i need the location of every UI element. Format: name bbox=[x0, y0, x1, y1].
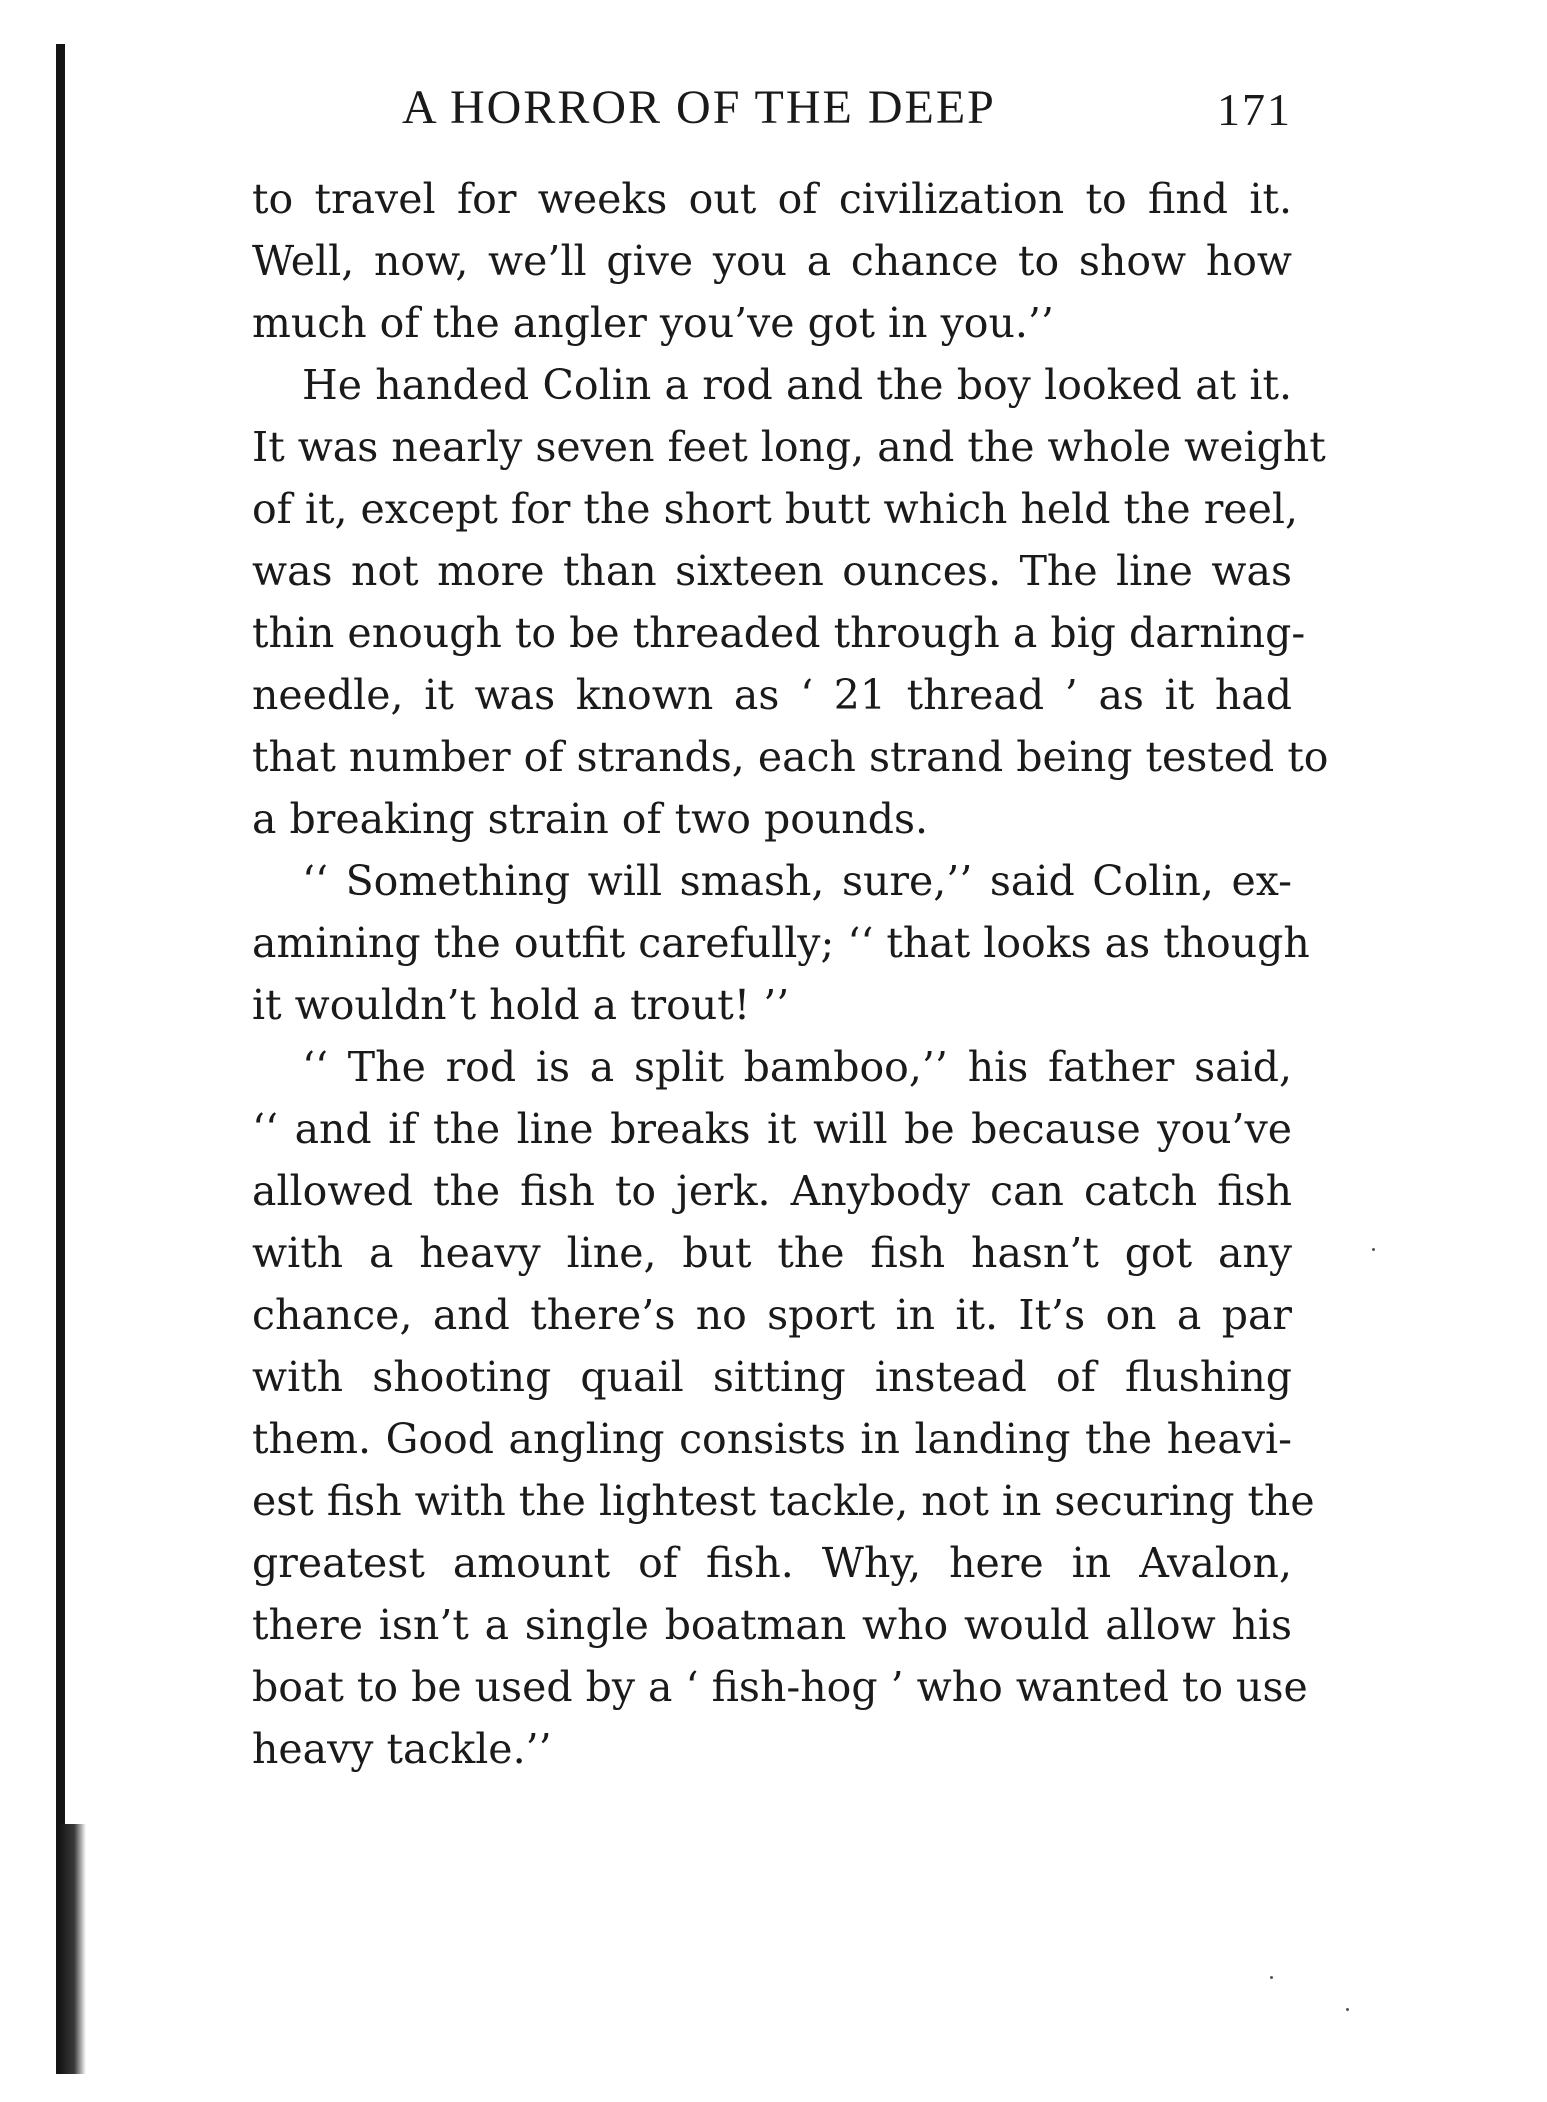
text-line: with a heavy line, but the fish hasn’t got any bbox=[252, 1229, 1292, 1277]
text-line: He handed Colin a rod and the boy looked at it. bbox=[302, 361, 1292, 409]
paragraph bbox=[252, 850, 1310, 1036]
text-line: greatest amount of fish. Why, here in Avalon, bbox=[252, 1539, 1292, 1587]
page-binding-edge bbox=[56, 44, 65, 2074]
text-line: to travel for weeks out of civilization to find it. bbox=[252, 175, 1292, 223]
text-line: Well, now, we’ll give you a chance to show how bbox=[252, 237, 1292, 285]
text-line: ‘‘ and if the line breaks it will be because you’ve bbox=[252, 1105, 1292, 1153]
body-text bbox=[252, 168, 1329, 1780]
scan-speck bbox=[1346, 2008, 1349, 2011]
text-line: est fish with the lightest tackle, not in securing the bbox=[252, 1477, 1315, 1525]
text-line: allowed the fish to jerk. Anybody can catch fish bbox=[252, 1167, 1292, 1215]
text-line: that number of strands, each strand being tested to bbox=[252, 733, 1329, 781]
text-line: with shooting quail sitting instead of flushing bbox=[252, 1353, 1292, 1401]
scan-speck bbox=[1372, 1248, 1375, 1251]
running-title: A HORROR OF THE DEEP bbox=[402, 81, 996, 134]
scan-speck bbox=[1270, 1976, 1273, 1979]
text-line: needle, it was known as ‘ 21 thread ’ as it had bbox=[252, 671, 1292, 719]
page-number: 171 bbox=[1217, 84, 1292, 135]
paragraph bbox=[252, 168, 1292, 354]
text-line: ‘‘ The rod is a split bamboo,’’ his father said, bbox=[302, 1043, 1292, 1091]
running-head bbox=[252, 78, 1292, 138]
text-line: ‘‘ Something will smash, sure,’’ said Colin, ex- bbox=[302, 857, 1292, 905]
text-line: heavy tackle.’’ bbox=[252, 1725, 552, 1773]
paragraph bbox=[252, 354, 1329, 850]
text-line: them. Good angling consists in landing the heavi- bbox=[252, 1415, 1292, 1463]
text-line: there isn’t a single boatman who would allow his bbox=[252, 1601, 1292, 1649]
text-line: it wouldn’t hold a trout! ’’ bbox=[252, 981, 790, 1029]
text-line: a breaking strain of two pounds. bbox=[252, 795, 929, 843]
text-line: chance, and there’s no sport in it. It’s on a par bbox=[252, 1291, 1292, 1339]
text-line: It was nearly seven feet long, and the whole weight bbox=[252, 423, 1326, 471]
text-line: amining the outfit carefully; ‘‘ that looks as though bbox=[252, 919, 1310, 967]
text-line: thin enough to be threaded through a big darning- bbox=[252, 609, 1306, 657]
text-line: of it, except for the short butt which held the reel, bbox=[252, 485, 1298, 533]
text-line: much of the angler you’ve got in you.’’ bbox=[252, 299, 1054, 347]
text-line: boat to be used by a ‘ fish-hog ’ who wanted to use bbox=[252, 1663, 1308, 1711]
paragraph bbox=[252, 1036, 1315, 1780]
text-line: was not more than sixteen ounces. The line was bbox=[252, 547, 1292, 595]
